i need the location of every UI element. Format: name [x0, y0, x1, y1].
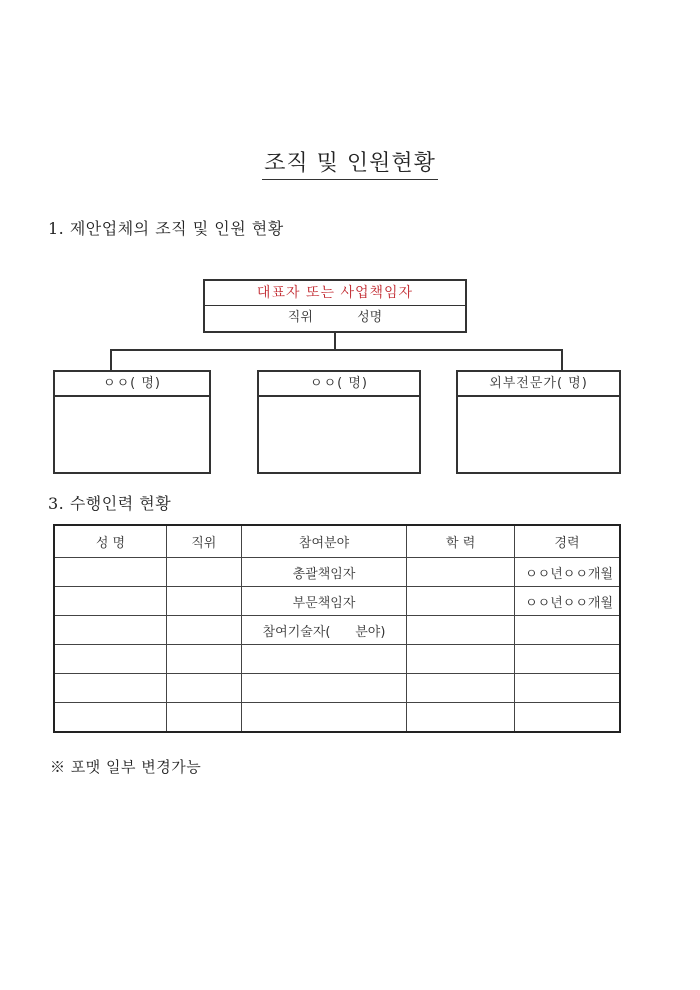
org-child-box-2 [257, 370, 421, 474]
org-connector-horizontal [110, 349, 563, 351]
cell-position[interactable] [166, 587, 241, 616]
cell-career: ㅇㅇ년ㅇㅇ개월 [514, 558, 620, 587]
org-top-box [203, 279, 467, 333]
cell-career[interactable] [514, 645, 620, 674]
cell-field[interactable] [241, 674, 407, 703]
cell-field: 참여기술자( 분야) [241, 616, 407, 645]
header-name: 성 명 [54, 525, 166, 558]
cell-name[interactable] [54, 616, 166, 645]
org-top-position-label: 직위 [287, 310, 313, 325]
org-child-2-label: ㅇㅇ( 명) [259, 372, 419, 397]
cell-career: ㅇㅇ년ㅇㅇ개월 [514, 587, 620, 616]
header-education: 학 력 [407, 525, 515, 558]
table-row [54, 587, 620, 616]
org-top-details [205, 306, 465, 330]
page-title-text: 조직 및 인원현황 [262, 151, 438, 180]
org-child-1-label: ㅇㅇ( 명) [55, 372, 209, 397]
page-title [0, 146, 700, 177]
cell-education[interactable] [407, 616, 515, 645]
org-connector-drop-left [110, 349, 112, 371]
org-child-box-1 [53, 370, 211, 474]
cell-education[interactable] [407, 645, 515, 674]
org-child-box-3 [456, 370, 621, 474]
table-header-row [54, 525, 620, 558]
org-connector-vertical-top [334, 331, 336, 351]
header-field: 참여분야 [241, 525, 407, 558]
section-1-heading: 1. 제안업체의 조직 및 인원 현황 [48, 219, 284, 238]
table-row [54, 558, 620, 587]
cell-field[interactable] [241, 645, 407, 674]
cell-name[interactable] [54, 703, 166, 733]
cell-education[interactable] [407, 558, 515, 587]
org-top-title: 대표자 또는 사업책임자 [205, 281, 465, 306]
cell-career[interactable] [514, 616, 620, 645]
cell-field: 부문책임자 [241, 587, 407, 616]
cell-education[interactable] [407, 674, 515, 703]
table-row [54, 616, 620, 645]
format-note: ※ 포맷 일부 변경가능 [50, 758, 202, 776]
cell-career[interactable] [514, 674, 620, 703]
org-top-name-label: 성명 [357, 310, 383, 325]
cell-education[interactable] [407, 703, 515, 733]
cell-position[interactable] [166, 703, 241, 733]
cell-name[interactable] [54, 558, 166, 587]
cell-field: 총괄책임자 [241, 558, 407, 587]
staff-table [53, 524, 621, 733]
cell-name[interactable] [54, 674, 166, 703]
cell-position[interactable] [166, 558, 241, 587]
header-position: 직위 [166, 525, 241, 558]
cell-education[interactable] [407, 587, 515, 616]
cell-position[interactable] [166, 616, 241, 645]
table-row [54, 674, 620, 703]
org-connector-drop-right [561, 349, 563, 371]
table-row [54, 645, 620, 674]
cell-name[interactable] [54, 587, 166, 616]
cell-position[interactable] [166, 645, 241, 674]
cell-field[interactable] [241, 703, 407, 733]
org-child-3-label: 외부전문가( 명) [458, 372, 619, 397]
cell-position[interactable] [166, 674, 241, 703]
cell-name[interactable] [54, 645, 166, 674]
table-row [54, 703, 620, 733]
section-3-heading: 3. 수행인력 현황 [48, 494, 172, 513]
header-career: 경력 [514, 525, 620, 558]
cell-career[interactable] [514, 703, 620, 733]
